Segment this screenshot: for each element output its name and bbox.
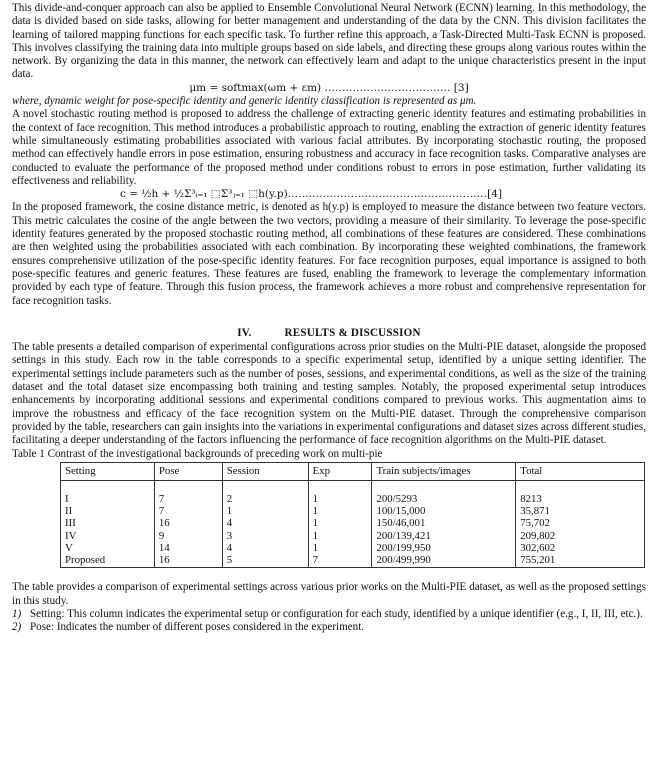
list-index: 1): [12, 607, 22, 620]
cell-pose: 16: [154, 517, 222, 529]
list-index: 2): [12, 621, 22, 634]
cell-train: 200/199,950: [372, 542, 516, 554]
cell-exp: 1: [308, 517, 372, 529]
cell-pose: 9: [154, 530, 222, 542]
cell-exp: 1: [308, 481, 372, 506]
cell-setting: Proposed: [61, 554, 155, 568]
cell-train: 200/499,990: [372, 554, 516, 568]
table-row: [61, 542, 645, 554]
equation-3: μm = softmax(ωm + εm) ……………………………… [3]: [189, 81, 469, 94]
paragraph-table-intro: The table presents a detailed comparison of experimental configurations across prior studies on the Multi-PIE dataset, alongside the proposed settings in this study. Each row in the table corresponds to a specific experimental setup, identified by a unique setting identifier. The experimental settings include parameters such as the number of poses, sessions, and experimental conditions, as well as the size of the training dataset and the total dataset size encompassing both training and testing samples. Notably, the proposed experimental setup introduces enhancements by incorporating additional sessions and experimental conditions compared to previous works. This augmentation aims to improve the robustness and efficacy of the face recognition system on the Multi-PIE dataset. Through the comprehensive comparison provided by the table, researchers can gain insights into the variations in experimental configurations and dataset sizes across different studies, facilitating a deeper understanding of the factors influencing the performance of face recognition algorithms on the Multi-PIE dataset.: [12, 341, 646, 447]
definition-list: [12, 608, 646, 635]
cell-train: 200/5293: [372, 481, 516, 506]
header-total: Total: [516, 462, 645, 480]
cell-session: 4: [222, 542, 308, 554]
table-row: [61, 554, 645, 568]
cell-setting: II: [61, 505, 155, 517]
cell-train: 100/15,000: [372, 505, 516, 517]
cell-total: 302,602: [516, 542, 645, 554]
cell-total: 8213: [516, 481, 645, 506]
cell-train: 150/46,001: [372, 517, 516, 529]
cell-exp: 1: [308, 530, 372, 542]
table-row: [61, 517, 645, 529]
table-caption: Table 1 Contrast of the investigational backgrounds of preceding work on multi-pie: [12, 447, 383, 460]
comparison-table: [60, 462, 645, 568]
paragraph-cosine-metric: In the proposed framework, the cosine distance metric, is denoted as h(y.p) is employed to measure the distance between two feature vectors. This metric calculates the cosine of the angle between the two vectors, providing a measure of their similarity. To leverage the pose-specific identity features generated by the proposed stochastic routing method, all combinations of these features are considered. These combinations are then weighted using the probabilities associated with each combination. By incorporating these weighted combinations, the framework ensures comprehensive utilization of the pose-specific identity features. For face recognition purposes, equal importance is assigned to both pose-specific features and generic features. These features are fused, enabling the framework to leverage the complementary information provided by each type of feature. Through this fusion process, the framework achieves a more robust and comprehensive representation for face recognition tasks.: [12, 201, 646, 307]
table-row: [61, 481, 645, 506]
cell-exp: 1: [308, 542, 372, 554]
cell-total: 75,702: [516, 517, 645, 529]
paragraph-table-summary: The table provides a comparison of experimental settings across various prior works on the Multi-PIE dataset, as well as the proposed settings in this study.: [12, 581, 646, 607]
cell-exp: 1: [308, 505, 372, 517]
cell-pose: 7: [154, 505, 222, 517]
table-row: [61, 505, 645, 517]
cell-exp: 7: [308, 554, 372, 568]
cell-pose: 16: [154, 554, 222, 568]
list-item: [12, 621, 646, 634]
table-row: [61, 530, 645, 542]
header-exp: Exp: [308, 462, 372, 480]
equation-3-note: where, dynamic weight for pose-specific identity and generic identity classification is represented as μm.: [12, 95, 477, 108]
header-train: Train subjects/images: [372, 462, 516, 480]
list-text: Setting: This column indicates the experimental setup or configuration for each study, identified by a unique identifier (e.g., I, II, III, etc.).: [30, 607, 643, 620]
cell-total: 209,802: [516, 530, 645, 542]
equation-4: c = ½h + ½Σ³ᵢ₌₁ ⬚Σ³ⱼ₌₁ ⬚h(y.p)…………………………………………………[4]: [120, 188, 503, 201]
cell-total: 755,201: [516, 554, 645, 568]
cell-session: 3: [222, 530, 308, 542]
cell-setting: I: [61, 481, 155, 506]
cell-setting: IV: [61, 530, 155, 542]
cell-total: 35,871: [516, 505, 645, 517]
cell-setting: V: [61, 542, 155, 554]
cell-session: 2: [222, 481, 308, 506]
section-number: IV.: [237, 326, 252, 339]
paper-page: [12, 2, 646, 634]
header-session: Session: [222, 462, 308, 480]
list-item: [12, 608, 646, 621]
cell-pose: 7: [154, 481, 222, 506]
section-heading: [12, 327, 646, 340]
cell-train: 200/139,421: [372, 530, 516, 542]
paragraph-stochastic-routing: A novel stochastic routing method is proposed to address the challenge of extracting generic identity features and estimating probabilities in the context of face recognition. This method introduces a probabilistic approach to routing, enabling the extraction of generic identity features while simultaneously estimating probabilities associated with various facial attributes. By incorporating stochastic routing, the proposed method can effectively handle errors in pose estimation, ensuring robustness and accuracy in face recognition tasks. Comparative analyses are conducted to evaluate the performance of the proposed method under conditions robust to errors in pose estimation, further validating its effectiveness and reliability.: [12, 108, 646, 187]
cell-session: 4: [222, 517, 308, 529]
cell-session: 5: [222, 554, 308, 568]
header-pose: Pose: [154, 462, 222, 480]
list-text: Pose: Indicates the number of different poses considered in the experiment.: [30, 621, 365, 634]
cell-setting: III: [61, 517, 155, 529]
cell-pose: 14: [154, 542, 222, 554]
section-title: RESULTS & DISCUSSION: [284, 326, 421, 339]
cell-session: 1: [222, 505, 308, 517]
header-setting: Setting: [61, 462, 155, 480]
paragraph-ecnn: This divide-and-conquer approach can also be applied to Ensemble Convolutional Neural Network (ECNN) learning. In this methodology, the data is divided based on side tasks, allowing for better management and understanding of the data by the CNN. This division facilitates the learning of tailored mapping functions for each specific task. To further refine this approach, a Task-Directed Multi-Task ECNN is proposed. This involves classifying the training data into multiple groups based on side labels, and directing these groups along various routes within the network. By organizing the data in this manner, the network can effectively learn and adapt to the unique characteristics present in the input data.: [12, 2, 646, 81]
table-header-row: [61, 462, 645, 480]
